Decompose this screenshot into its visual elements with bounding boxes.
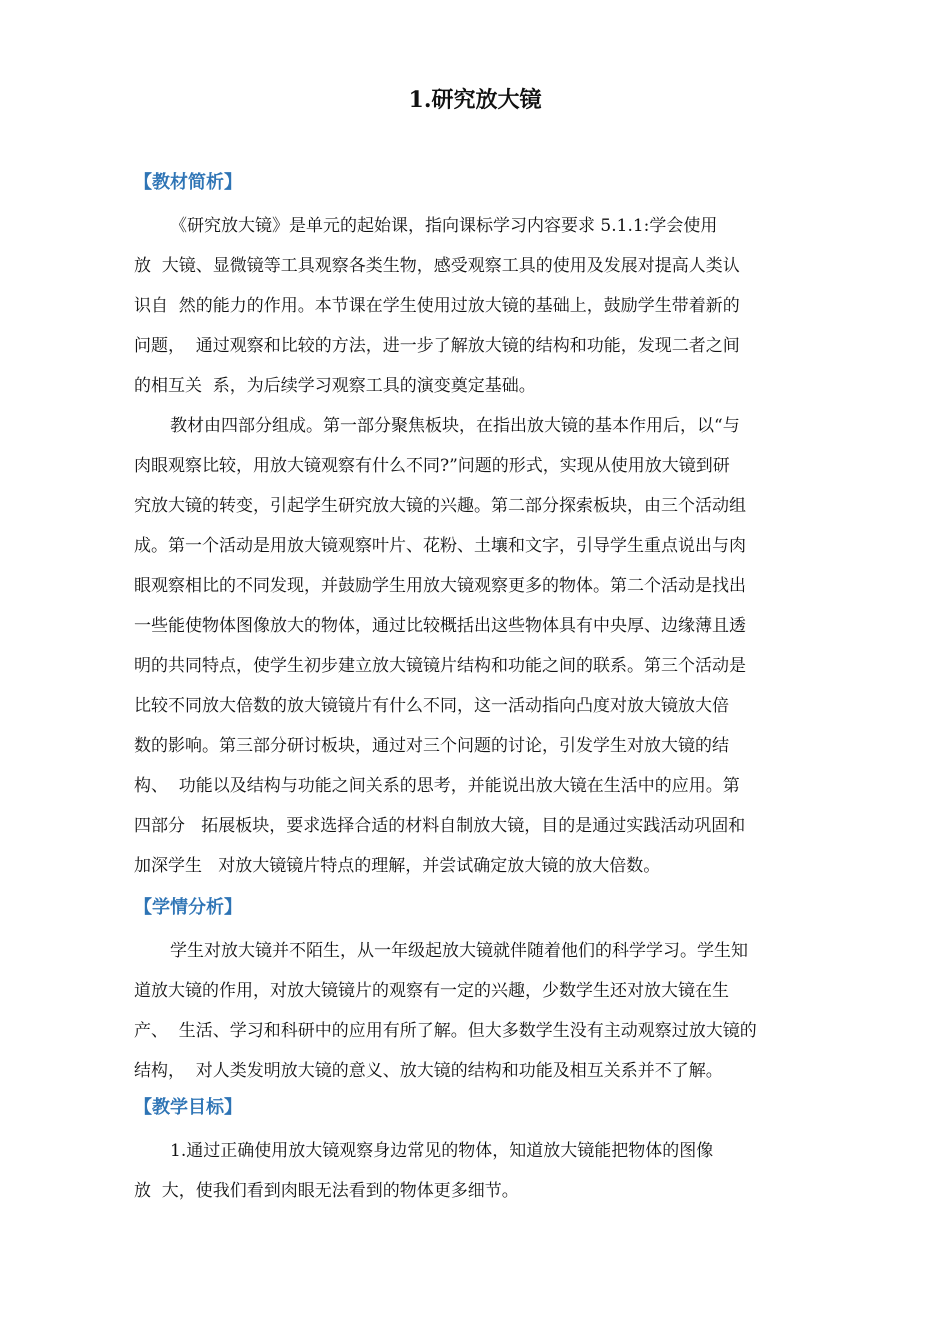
paragraph-textbook-intro	[134, 206, 824, 406]
text-line: 1.通过正确使用放大镜观察身边常见的物体，知道放大镜能把物体的图像	[170, 1141, 714, 1161]
text-line: 产、 生活、学习和科研中的应用有所了解。但大多数学生没有主动观察过放大镜的	[134, 1021, 757, 1041]
text-line: 构、 功能以及结构与功能之间关系的思考，并能说出放大镜在生活中的应用。第	[134, 776, 740, 796]
text-line: 究放大镜的转变，引起学生研究放大镜的兴趣。第二部分探索板块，由三个活动组	[134, 496, 746, 516]
text-line: 四部分 拓展板块，要求选择合适的材料自制放大镜，目的是通过实践活动巩固和	[134, 816, 746, 836]
text-line: 识自 然的能力的作用。本节课在学生使用过放大镜的基础上，鼓励学生带着新的	[134, 296, 740, 316]
text-line: 《研究放大镜》是单元的起始课，指向课标学习内容要求 5.1.1:学会使用	[170, 216, 718, 236]
text-line: 放 大，使我们看到肉眼无法看到的物体更多细节。	[134, 1181, 519, 1201]
text-line: 问题， 通过观察和比较的方法，进一步了解放大镜的结构和功能，发现二者之间	[134, 336, 740, 356]
section-heading-textbook-analysis: 【教材简析】	[134, 172, 242, 193]
text-line: 放 大镜、显微镜等工具观察各类生物，感受观察工具的使用及发展对提高人类认	[134, 256, 740, 276]
paragraph-teaching-goal-1	[134, 1131, 824, 1211]
section-heading-student-analysis: 【学情分析】	[134, 897, 242, 918]
text-line: 数的影响。第三部分研讨板块，通过对三个问题的讨论，引发学生对放大镜的结	[134, 736, 729, 756]
text-line: 眼观察相比的不同发现，并鼓励学生用放大镜观察更多的物体。第二个活动是找出	[134, 576, 746, 596]
text-line: 学生对放大镜并不陌生，从一年级起放大镜就伴随着他们的科学学习。学生知	[170, 941, 748, 961]
paragraph-student-analysis	[134, 931, 824, 1091]
text-line: 结构， 对人类发明放大镜的意义、放大镜的结构和功能及相互关系并不了解。	[134, 1061, 723, 1081]
text-line: 肉眼观察比较，用放大镜观察有什么不同?”问题的形式，实现从使用放大镜到研	[134, 456, 730, 476]
text-line: 道放大镜的作用，对放大镜镜片的观察有一定的兴趣，少数学生还对放大镜在生	[134, 981, 729, 1001]
section-heading-teaching-goals: 【教学目标】	[134, 1097, 242, 1118]
text-line: 成。第一个活动是用放大镜观察叶片、花粉、土壤和文字，引导学生重点说出与肉	[134, 536, 746, 556]
paragraph-textbook-structure	[134, 406, 824, 886]
text-line: 的相互关 系，为后续学习观察工具的演变奠定基础。	[134, 376, 536, 396]
document-title: 1.研究放大镜	[408, 87, 542, 113]
text-line: 加深学生 对放大镜镜片特点的理解，并尝试确定放大镜的放大倍数。	[134, 856, 661, 876]
text-line: 明的共同特点，使学生初步建立放大镜镜片结构和功能之间的联系。第三个活动是	[134, 656, 746, 676]
text-line: 教材由四部分组成。第一部分聚焦板块，在指出放大镜的基本作用后，以“与	[170, 416, 740, 436]
text-line: 比较不同放大倍数的放大镜镜片有什么不同，这一活动指向凸度对放大镜放大倍	[134, 696, 729, 716]
text-line: 一些能使物体图像放大的物体，通过比较概括出这些物体具有中央厚、边缘薄且透	[134, 616, 746, 636]
